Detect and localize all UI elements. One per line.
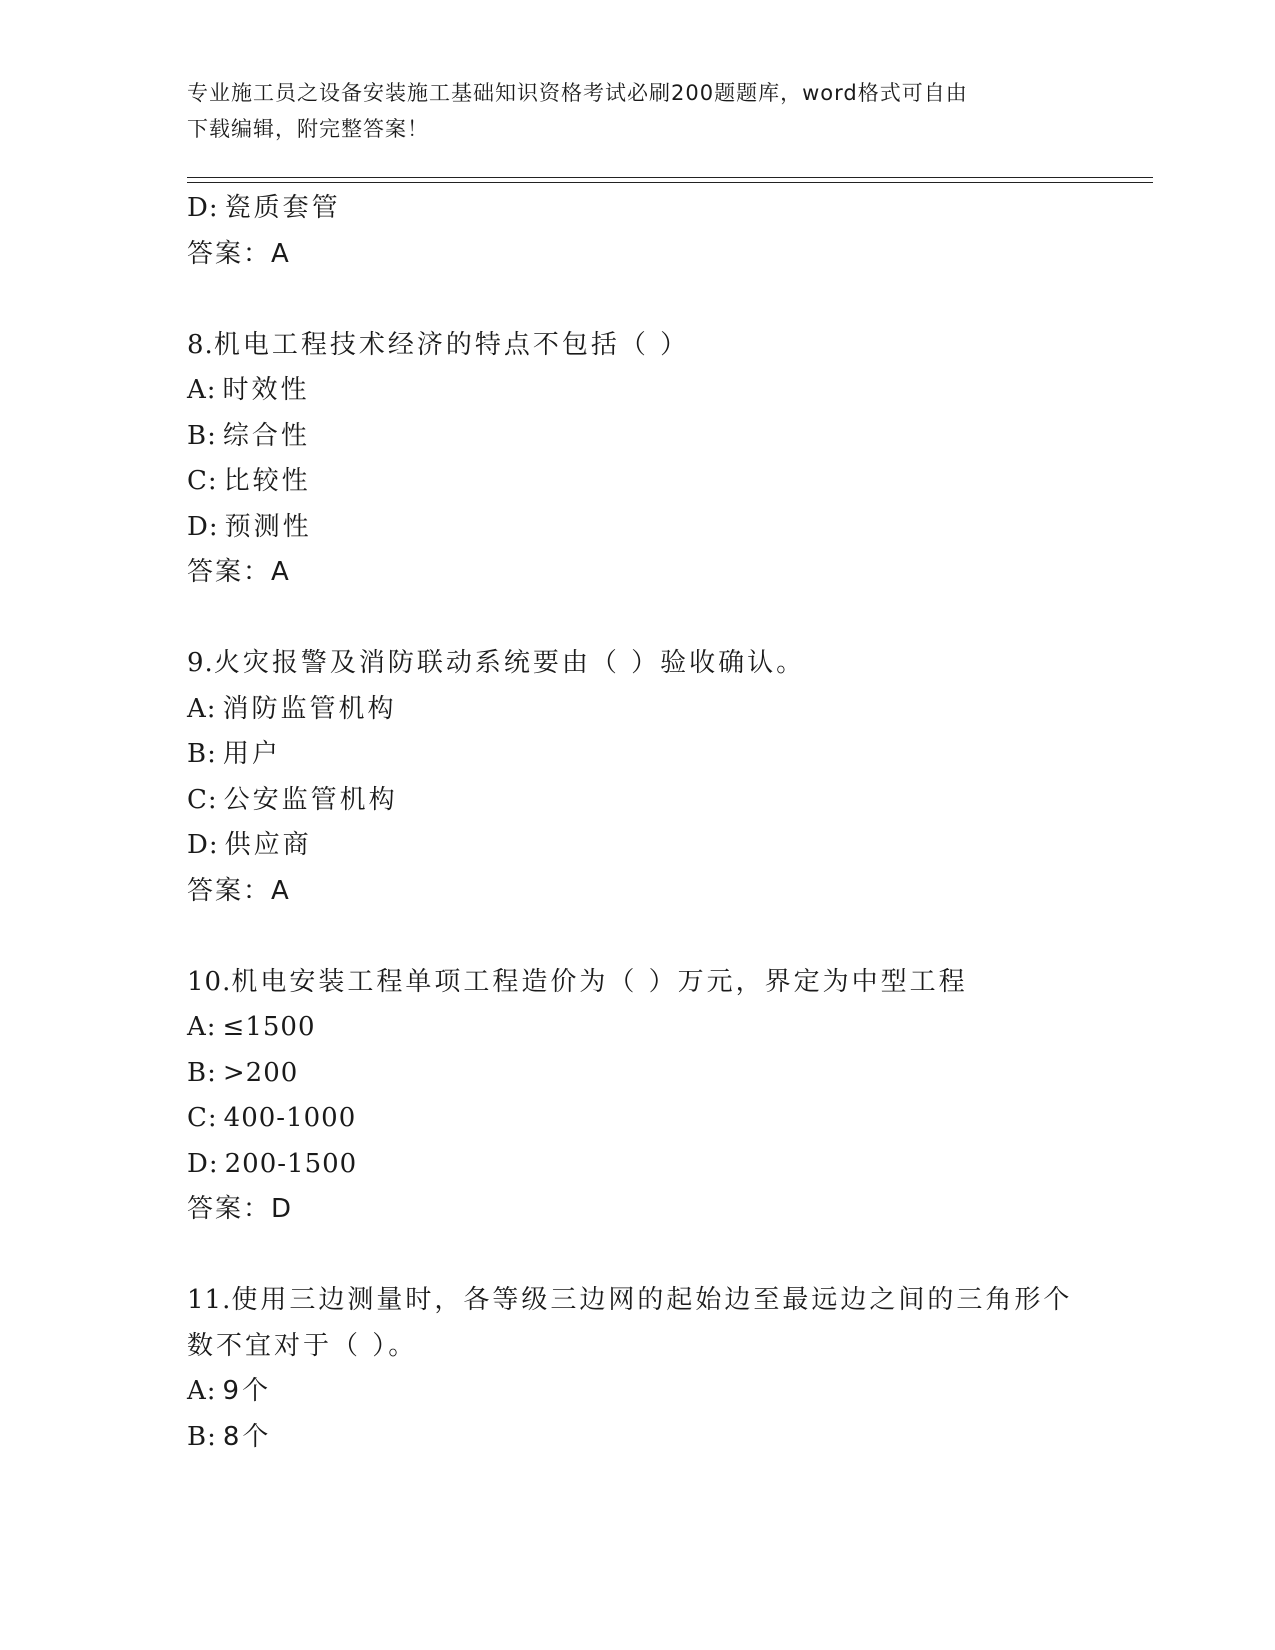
question-text: 机电工程技术经济的特点不包括（ ） [213, 329, 690, 360]
option-text: 8个 [222, 1421, 272, 1452]
option-key: D: [187, 511, 219, 542]
option-key: A: [187, 1376, 217, 1406]
option-text: 公安监管机构 [223, 784, 398, 815]
question-text: 使用三边测量时，各等级三边网的起始边至最远边之间的三角形个 [231, 1285, 1073, 1315]
question-stem [187, 960, 1153, 1006]
option-text: 比较性 [223, 466, 311, 496]
document-header [187, 75, 1087, 147]
option-item [187, 1415, 1153, 1461]
option-text: 200-1500 [224, 1148, 358, 1179]
option-item [187, 505, 1153, 551]
option-text: 综合性 [222, 420, 310, 451]
option-item [187, 186, 1153, 232]
option-text: >200 [222, 1057, 299, 1088]
option-item [187, 459, 1153, 505]
option-text: 9个 [222, 1376, 272, 1406]
option-key: A: [187, 693, 217, 724]
option-item [187, 778, 1153, 824]
question-number: 10. [187, 966, 232, 997]
header-rule-bottom [187, 182, 1153, 183]
spacer [187, 914, 1153, 960]
option-item [187, 1005, 1153, 1051]
question-stem [187, 1278, 1153, 1324]
option-item [187, 1051, 1153, 1097]
spacer [187, 1233, 1153, 1279]
option-text: 预测性 [224, 511, 312, 542]
option-item [187, 414, 1153, 460]
answer-line: 答案：A [187, 875, 291, 906]
option-item [187, 687, 1153, 733]
header-line-2: 下载编辑，附完整答案！ [187, 117, 429, 141]
option-key: B: [187, 1057, 217, 1088]
question-list [187, 186, 1153, 1460]
option-item [187, 1142, 1153, 1188]
question-text: 火灾报警及消防联动系统要由（ ）验收确认。 [213, 648, 806, 678]
spacer [187, 277, 1153, 323]
answer-line: 答案：D [187, 1194, 294, 1224]
option-key: B: [187, 1421, 217, 1452]
question-text: 机电安装工程单项工程造价为（ ）万元，界定为中型工程 [231, 966, 968, 997]
question-number: 11. [187, 1285, 232, 1315]
option-key: D: [187, 830, 219, 860]
spacer [187, 596, 1153, 642]
option-item [187, 732, 1153, 778]
option-item [187, 1369, 1153, 1415]
answer-line: 答案：A [187, 557, 291, 587]
option-key: B: [187, 420, 217, 451]
option-key: C: [187, 466, 218, 496]
option-item [187, 368, 1153, 414]
option-key: B: [187, 739, 217, 769]
option-key: D: [187, 193, 219, 223]
option-key: C: [187, 1103, 218, 1133]
option-text: 消防监管机构 [222, 693, 397, 724]
question-stem [187, 641, 1153, 687]
option-text: ≤1500 [222, 1012, 316, 1042]
option-item [187, 1096, 1153, 1142]
header-rule-top [187, 177, 1153, 178]
option-key: A: [187, 375, 217, 405]
question-stem-continued: 数不宜对于（ ）。 [187, 1330, 418, 1361]
header-line-1: 专业施工员之设备安装施工基础知识资格考试必刷200题题库，word格式可自由 [187, 81, 968, 105]
option-text: 供应商 [224, 830, 312, 860]
answer-line: 答案：A [187, 238, 291, 269]
question-stem [187, 323, 1153, 369]
question-number: 8. [187, 329, 214, 360]
option-key: A: [187, 1012, 217, 1042]
option-text: 用户 [222, 739, 281, 769]
option-text: 瓷质套管 [224, 193, 341, 223]
question-number: 9. [187, 648, 214, 678]
option-key: D: [187, 1148, 219, 1179]
option-item [187, 823, 1153, 869]
option-text: 400-1000 [223, 1103, 357, 1133]
option-key: C: [187, 784, 218, 815]
option-text: 时效性 [222, 375, 310, 405]
